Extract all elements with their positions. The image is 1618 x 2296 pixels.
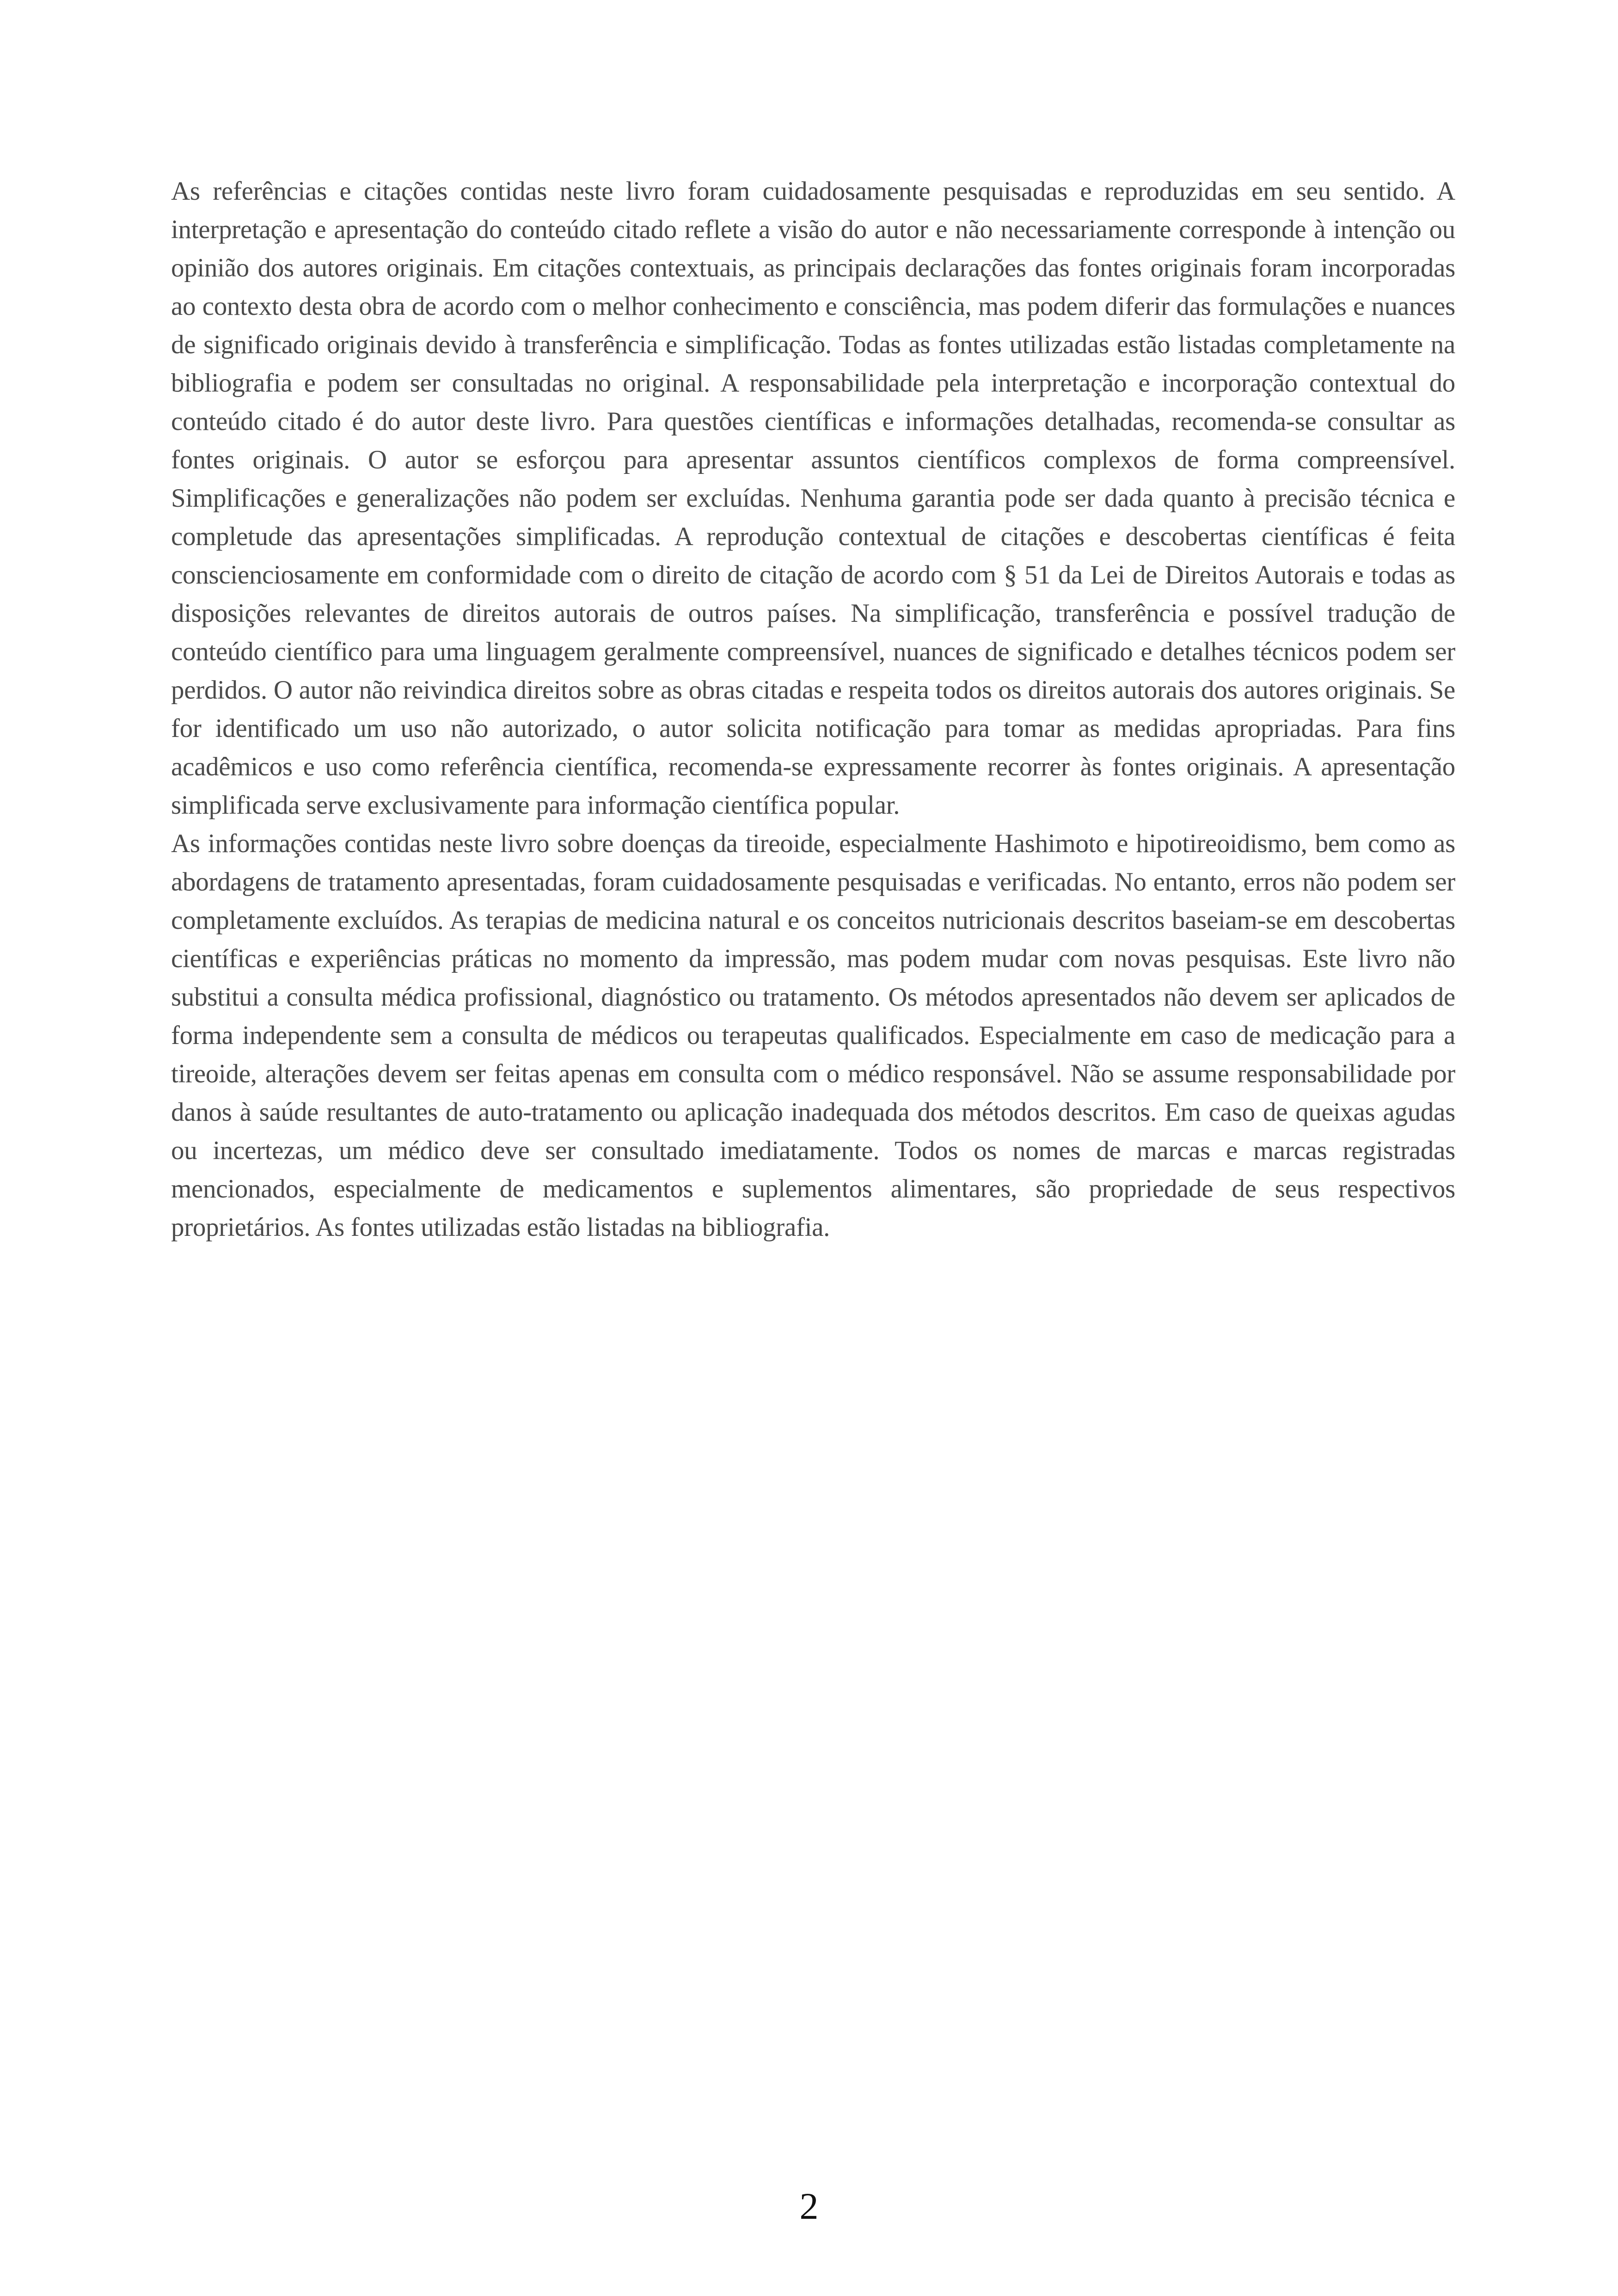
page-number: 2 [799,2185,819,2227]
paragraph-citations-disclaimer: As referências e citações contidas neste livro foram cuidadosamente pesquisadas e reproduzidas em seu sentido. A interpretação e apresentação do conteúdo citado reflete a visão do autor e não necessariamente corresponde à intenção ou opinião dos autores originais. Em citações contextuais, as principais declarações das fontes originais foram incorporadas ao contexto desta obra de acordo com o melhor conhecimento e consciência, mas podem diferir das formulações e nuances de significado originais devido à transferência e simplificação. Todas as fontes utilizadas estão listadas completamente na bibliografia e podem ser consultadas no original. A responsabilidade pela interpretação e incorporação contextual do conteúdo citado é do autor deste livro. Para questões científicas e informações detalhadas, recomenda-se consultar as fontes originais. O autor se esforçou para apresentar assuntos científicos complexos de forma compreensível. Simplificações e generalizações não podem ser excluídas. Nenhuma garantia pode ser dada quanto à precisão técnica e completude das apresentações simplificadas. A reprodução contextual de citações e descobertas científicas é feita conscienciosamente em conformidade com o direito de citação de acordo com § 51 da Lei de Direitos Autorais e todas as disposições relevantes de direitos autorais de outros países. Na simplificação, transferência e possível tradução de conteúdo científico para uma linguagem geralmente compreensível, nuances de significado e detalhes técnicos podem ser perdidos. O autor não reivindica direitos sobre as obras citadas e respeita todos os direitos autorais dos autores originais. Se for identificado um uso não autorizado, o autor solicita notificação para tomar as medidas apropriadas. Para fins acadêmicos e uso como referência científica, recomenda-se expressamente recorrer às fontes originais. A apresentação simplificada serve exclusivamente para informação científica popular. [171,177,1455,820]
paragraph-medical-disclaimer: As informações contidas neste livro sobre doenças da tireoide, especialmente Hashimoto e hipotireoidismo, bem como as abordagens de tratamento apresentadas, foram cuidadosamente pesquisadas e verificadas. No entanto, erros não podem ser completamente excluídos. As terapias de medicina natural e os conceitos nutricionais descritos baseiam-se em descobertas científicas e experiências práticas no momento da impressão, mas podem mudar com novas pesquisas. Este livro não substitui a consulta médica profissional, diagnóstico ou tratamento. Os métodos apresentados não devem ser aplicados de forma independente sem a consulta de médicos ou terapeutas qualificados. Especialmente em caso de medicação para a tireoide, alterações devem ser feitas apenas em consulta com o médico responsável. Não se assume responsabilidade por danos à saúde resultantes de auto-tratamento ou aplicação inadequada dos métodos descritos. Em caso de queixas agudas ou incertezas, um médico deve ser consultado imediatamente. Todos os nomes de marcas e marcas registradas mencionados, especialmente de medicamentos e suplementos alimentares, são propriedade de seus respectivos proprietários. As fontes utilizadas estão listadas na bibliografia. [171,829,1455,1242]
body-text [171,172,1455,1246]
